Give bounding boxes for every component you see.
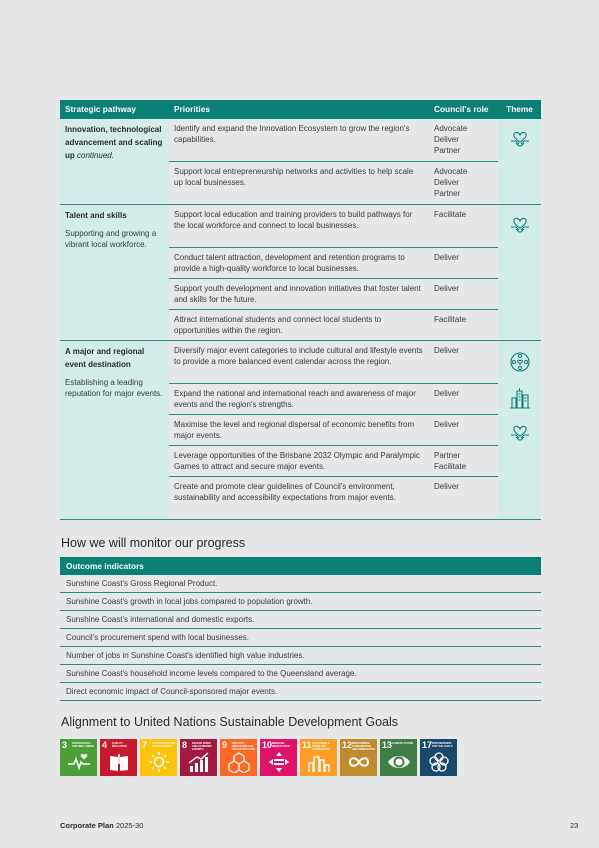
outcome-row: Sunshine Coast's growth in local jobs compared to population growth. xyxy=(60,593,541,611)
sdg-label: PARTNERSHIPS FOR THE GOALS xyxy=(432,742,453,748)
table-row xyxy=(60,119,541,162)
pathway-title: Talent and skills xyxy=(65,211,127,220)
table-header-row xyxy=(60,100,541,119)
sdg-number: 4 xyxy=(102,740,108,750)
outcome-row: Council's procurement spend with local businesses. xyxy=(60,629,541,647)
role-text: Deliver xyxy=(434,389,459,398)
role-text: Partner xyxy=(434,146,461,155)
role-text: Partner xyxy=(434,451,461,460)
city-buildings-icon xyxy=(508,387,532,409)
outcome-row: Direct economic impact of Council-sponsored major events. xyxy=(60,683,541,701)
role-text: Facilitate xyxy=(434,462,467,471)
theme-cell xyxy=(498,119,541,205)
sdg-tile xyxy=(60,739,97,776)
table-row xyxy=(60,205,541,248)
priority-cell: Attract international students and connect local students to opportunities within the region. xyxy=(169,310,429,341)
sdg-number: 9 xyxy=(222,740,228,750)
pathway-cell xyxy=(60,205,169,341)
pathway-cell xyxy=(60,119,169,205)
sdg-number: 13 xyxy=(382,740,393,750)
pathway-title: A major and regional event destination xyxy=(65,347,145,369)
sdg-label: SUSTAINABLE CITIES AND COMMUNITIES xyxy=(312,742,330,751)
header-councils-role: Council's role xyxy=(429,100,498,119)
people-heart-icon xyxy=(509,351,531,373)
sdg-number: 11 xyxy=(302,740,312,750)
pathway-description: Supporting and growing a vibrant local workforce. xyxy=(65,229,157,249)
priority-cell: Support youth development and innovation initiatives that foster talent and skills for the future. xyxy=(169,279,429,310)
role-text: Facilitate xyxy=(434,315,467,324)
role-cell xyxy=(429,477,498,520)
sdg-number: 3 xyxy=(62,740,68,750)
role-text: Advocate xyxy=(434,124,468,133)
strategy-table xyxy=(60,100,541,520)
equality-icon xyxy=(267,751,291,773)
outcome-row: Number of jobs in Sunshine Coast's identified high value industries. xyxy=(60,647,541,665)
footer-doc-years: 2025-30 xyxy=(115,821,144,830)
sdg-tile xyxy=(260,739,297,776)
growth-chart-icon xyxy=(187,751,211,773)
role-cell xyxy=(429,279,498,310)
book-icon xyxy=(107,751,131,773)
priority-cell: Create and promote clear guidelines of Council's environment, sustainability and accessibility expectations from major events. xyxy=(169,477,429,520)
handshake-heart-icon xyxy=(509,215,531,235)
sdg-tile xyxy=(180,739,217,776)
priority-cell: Leverage opportunities of the Brisbane 2032 Olympic and Paralympic Games to attract and secure major events. xyxy=(169,446,429,477)
header-theme: Theme xyxy=(498,100,541,119)
priority-cell: Support local entrepreneurship networks and activities to help scale up local businesses. xyxy=(169,162,429,205)
role-cell xyxy=(429,205,498,248)
priority-cell: Support local education and training providers to build pathways for the local workforce and connect to local businesses. xyxy=(169,205,429,248)
role-cell xyxy=(429,248,498,279)
sdg-label: AFFORDABLE AND CLEAN ENERGY xyxy=(152,742,176,748)
sdg-number: 10 xyxy=(262,740,273,750)
footer-doc-title: Corporate Plan xyxy=(60,821,114,830)
sdg-tile xyxy=(420,739,457,776)
sdg-label: RESPONSIBLE CONSUMPTION AND PRODUCTION xyxy=(352,742,375,751)
eye-globe-icon xyxy=(387,751,411,773)
handshake-heart-icon xyxy=(509,423,531,443)
role-text: Deliver xyxy=(434,420,459,429)
role-text: Partner xyxy=(434,189,461,198)
role-cell xyxy=(429,341,498,384)
priority-cell: Diversify major event categories to include cultural and lifestyle events to provide a more balanced event calendar across the region. xyxy=(169,341,429,384)
sdg-label: QUALITY EDUCATION xyxy=(112,742,127,748)
pathway-title-suffix: continued. xyxy=(77,151,114,160)
role-cell xyxy=(429,310,498,341)
outcome-row: Sunshine Coast's household income levels compared to the Queensland average. xyxy=(60,665,541,683)
sdg-number: 7 xyxy=(142,740,148,750)
pathway-cell xyxy=(60,341,169,520)
role-text: Deliver xyxy=(434,346,459,355)
header-strategic-pathway: Strategic pathway xyxy=(60,100,169,119)
priority-cell: Maximise the level and regional dispersal of economic benefits from major events. xyxy=(169,415,429,446)
outcome-row: Sunshine Coast's international and domestic exports. xyxy=(60,611,541,629)
outcome-indicators-table xyxy=(60,557,541,701)
priority-cell: Expand the national and international reach and awareness of major events and the region's strengths. xyxy=(169,384,429,415)
city-icon xyxy=(307,751,331,773)
infinity-icon xyxy=(347,751,371,773)
sdg-tile xyxy=(100,739,137,776)
handshake-heart-icon xyxy=(509,129,531,149)
role-cell xyxy=(429,162,498,205)
sdg-tile xyxy=(140,739,177,776)
role-cell xyxy=(429,446,498,477)
priority-cell: Identify and expand the Innovation Ecosystem to grow the region's capabilities. xyxy=(169,119,429,162)
role-cell xyxy=(429,119,498,162)
table-row xyxy=(60,341,541,384)
footer-title xyxy=(60,821,143,830)
sdg-label: GOOD HEALTH AND WELL-BEING xyxy=(72,742,94,748)
sdg-label: INDUSTRY, INNOVATION AND INFRASTRUCTURE xyxy=(232,742,256,751)
sdg-tiles xyxy=(60,739,457,776)
outcome-header: Outcome indicators xyxy=(60,557,541,575)
heartbeat-icon xyxy=(67,751,91,773)
pathway-title: Innovation, technological advancement and scaling up xyxy=(65,125,163,160)
cubes-icon xyxy=(227,751,251,773)
pathway-description: Establishing a leading reputation for major events. xyxy=(65,378,163,398)
priority-cell: Conduct talent attraction, development and retention programs to provide a high-quality workforce to local businesses. xyxy=(169,248,429,279)
sdg-tile xyxy=(380,739,417,776)
role-text: Deliver xyxy=(434,253,459,262)
theme-cell xyxy=(498,341,541,520)
sdg-label: CLIMATE ACTION xyxy=(392,742,414,745)
theme-cell xyxy=(498,205,541,341)
role-text: Deliver xyxy=(434,178,459,187)
header-priorities: Priorities xyxy=(169,100,429,119)
role-text: Advocate xyxy=(434,167,468,176)
monitor-heading: How we will monitor our progress xyxy=(61,536,246,550)
role-cell xyxy=(429,384,498,415)
sun-icon xyxy=(147,751,171,773)
role-cell xyxy=(429,415,498,446)
sdg-number: 17 xyxy=(422,740,433,750)
role-text: Facilitate xyxy=(434,210,467,219)
rings-icon xyxy=(427,751,451,773)
role-text: Deliver xyxy=(434,284,459,293)
sdg-label: REDUCED INEQUALITIES xyxy=(272,742,290,748)
sdg-label: DECENT WORK AND ECONOMIC GROWTH xyxy=(192,742,212,751)
page-number: 23 xyxy=(570,821,579,830)
role-text: Deliver xyxy=(434,135,459,144)
sdg-heading: Alignment to United Nations Sustainable Development Goals xyxy=(61,715,398,729)
sdg-number: 8 xyxy=(182,740,188,750)
sdg-tile xyxy=(220,739,257,776)
outcome-row: Sunshine Coast's Gross Regional Product. xyxy=(60,575,541,593)
role-text: Deliver xyxy=(434,482,459,491)
sdg-tile xyxy=(300,739,337,776)
sdg-number: 12 xyxy=(342,740,353,750)
sdg-tile xyxy=(340,739,377,776)
